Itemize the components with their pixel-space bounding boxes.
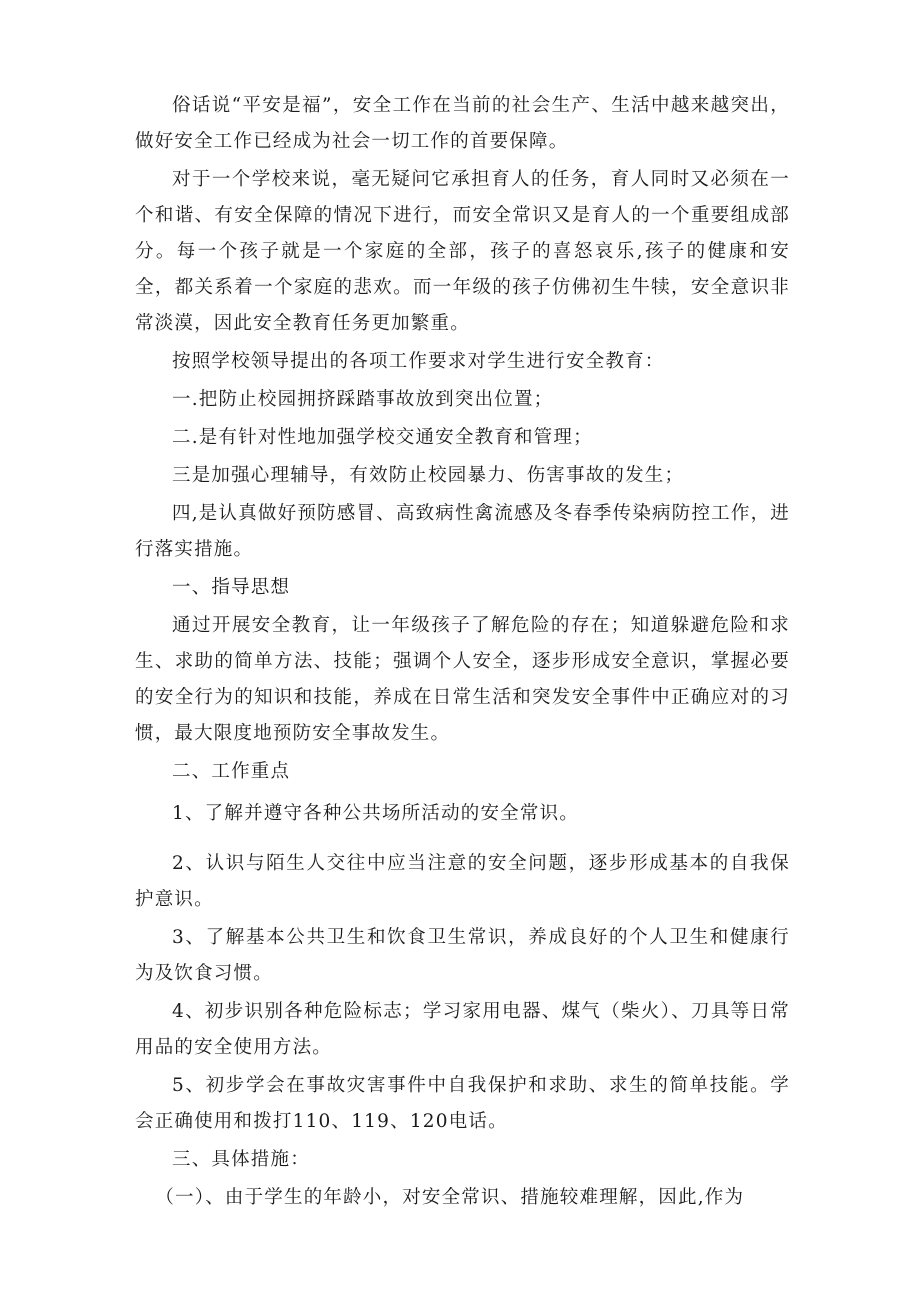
- paragraph-school-context: 对于一个学校来说，毫无疑问它承担育人的任务，育人同时又必须在一个和谐、有安全保障的情况下进行，而安全常识又是育人的一个重要组成部分。每一个孩子就是一个家庭的全部，孩子的喜怒哀乐,孩子的健康和安全，都关系着一个家庭的悲欢。而一年级的孩子仿佛初生牛犊，安全意识非常淡漠，因此安全教育任务更加繁重。: [135, 169, 790, 334]
- focus-item-5: 5、初步学会在事故灾害事件中自我保护和求助、求生的简单技能。学会正确使用和拨打110、119、120电话。: [135, 1075, 790, 1132]
- section-heading-measures: 三、具体措施：: [172, 1149, 310, 1170]
- requirement-item-2: 二.是有针对性地加强学校交通安全教育和管理；: [172, 427, 593, 448]
- section-heading-guiding-ideas: 一、指导思想: [172, 577, 291, 598]
- focus-item-2: 2、认识与陌生人交往中应当注意的安全问题，逐步形成基本的自我保护意识。: [135, 853, 790, 910]
- focus-item-3: 3、了解基本公共卫生和饮食卫生常识，养成良好的个人卫生和健康行为及饮食习惯。: [135, 927, 790, 984]
- focus-item-1: 1、了解并遵守各种公共场所活动的安全常识。: [172, 803, 579, 824]
- paragraph-requirements: 按照学校领导提出的各项工作要求对学生进行安全教育：: [172, 351, 665, 372]
- requirement-item-3: 三是加强心理辅导，有效防止校园暴力、伤害事故的发生；: [172, 465, 685, 486]
- paragraph-intro: 俗话说“平安是福”，安全工作在当前的社会生产、生活中越来越突出，做好安全工作已经成为社会一切工作的首要保障。: [135, 95, 790, 152]
- requirement-item-4: 四,是认真做好预防感冒、高致病性禽流感及冬春季传染病防控工作，进行落实措施。: [135, 503, 790, 560]
- document-body: [135, 88, 790, 1216]
- focus-item-4: 4、初步识别各种危险标志；学习家用电器、煤气（柴火）、刀具等日常用品的安全使用方法。: [135, 1001, 790, 1058]
- requirement-item-1: 一.把防止校园拥挤踩踏事故放到突出位置；: [172, 389, 554, 410]
- measures-item-1: （一）、由于学生的年龄小，对安全常识、措施较难理解，因此,作为: [155, 1187, 745, 1208]
- paragraph-guiding-ideas: 通过开展安全教育，让一年级孩子了解危险的存在；知道躲避危险和求生、求助的简单方法、技能；强调个人安全，逐步形成安全意识，掌握必要的安全行为的知识和技能，养成在日常生活和突发安全事件中正确应对的习惯，最大限度地预防安全事故发生。: [135, 615, 790, 744]
- section-heading-work-focus: 二、工作重点: [172, 761, 291, 782]
